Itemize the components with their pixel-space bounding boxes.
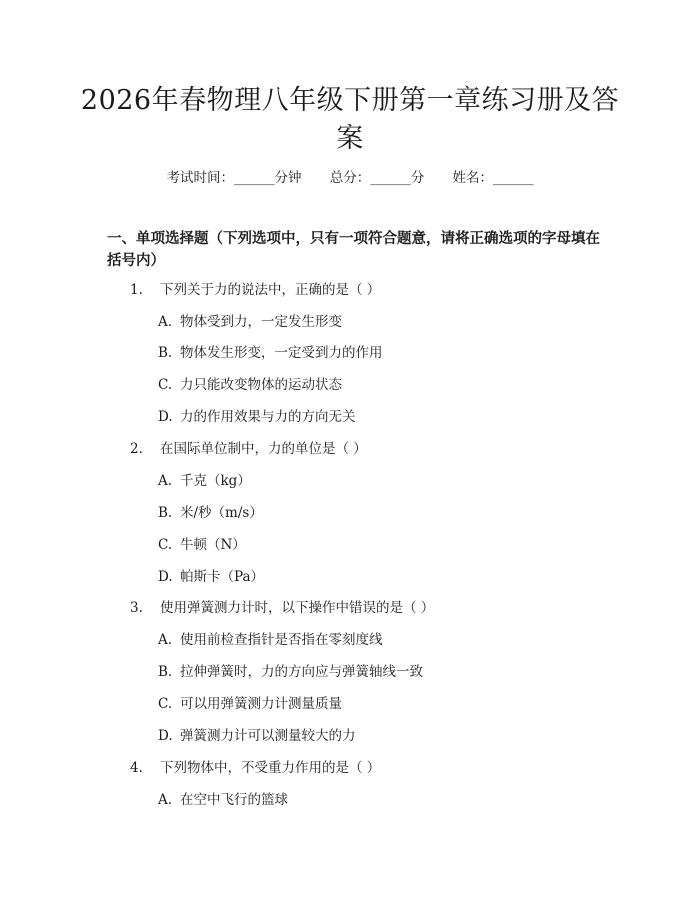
option-letter: C. bbox=[158, 537, 173, 553]
option-text: 在空中飞行的篮球 bbox=[180, 792, 288, 808]
question-3-option-d bbox=[158, 726, 356, 746]
question-text: 在国际单位制中，力的单位是（ ） bbox=[160, 441, 367, 457]
option-text: 可以用弹簧测力计测量质量 bbox=[180, 696, 342, 712]
option-letter: B. bbox=[158, 345, 173, 361]
option-letter: C. bbox=[158, 377, 173, 393]
option-letter: D. bbox=[158, 569, 173, 585]
question-text: 下列关于力的说法中，正确的是（ ） bbox=[160, 282, 381, 298]
option-text: 拉伸弹簧时，力的方向应与弹簧轴线一致 bbox=[180, 664, 423, 680]
question-1-option-c bbox=[158, 375, 342, 395]
option-text: 物体发生形变，一定受到力的作用 bbox=[180, 345, 383, 361]
option-text: 力只能改变物体的运动状态 bbox=[180, 377, 342, 393]
question-4 bbox=[130, 758, 380, 778]
option-text: 物体受到力，一定发生形变 bbox=[180, 314, 342, 330]
question-2-option-c bbox=[158, 535, 246, 555]
option-text: 千克（kg） bbox=[180, 473, 251, 489]
question-text: 使用弹簧测力计时，以下操作中错误的是（ ） bbox=[160, 600, 435, 616]
option-letter: D. bbox=[158, 728, 173, 744]
question-1 bbox=[130, 280, 380, 300]
option-letter: C. bbox=[158, 696, 173, 712]
question-2-option-b bbox=[158, 503, 263, 523]
option-letter: A. bbox=[158, 473, 173, 489]
section-heading: 一、单项选择题（下列选项中，只有一项符合题意，请将正确选项的字母填在括号内） bbox=[107, 231, 600, 269]
question-1-option-d bbox=[158, 407, 356, 427]
option-letter: D. bbox=[158, 409, 173, 425]
question-2-option-d bbox=[158, 567, 264, 587]
option-letter: A. bbox=[158, 632, 173, 648]
option-text: 帕斯卡（Pa） bbox=[180, 569, 265, 585]
question-number: 1. bbox=[130, 282, 143, 298]
question-3-option-b bbox=[158, 662, 423, 682]
question-2 bbox=[130, 439, 367, 459]
option-letter: B. bbox=[158, 664, 173, 680]
question-3-option-a bbox=[158, 630, 383, 650]
exam-time-field: 考试时间：______分钟 bbox=[166, 170, 302, 186]
option-letter: A. bbox=[158, 792, 173, 808]
option-text: 米/秒（m/s） bbox=[180, 505, 263, 521]
question-1-option-b bbox=[158, 343, 383, 363]
option-letter: A. bbox=[158, 314, 173, 330]
question-text: 下列物体中，不受重力作用的是（ ） bbox=[160, 760, 381, 776]
question-number: 2. bbox=[130, 441, 143, 457]
student-name-field: 姓名：______ bbox=[452, 170, 534, 186]
question-2-option-a bbox=[158, 471, 251, 491]
option-text: 力的作用效果与力的方向无关 bbox=[180, 409, 356, 425]
question-4-option-a bbox=[158, 790, 288, 810]
question-1-option-a bbox=[158, 312, 342, 332]
document-title: 2026年春物理八年级下册第一章练习册及答案 bbox=[80, 85, 620, 154]
option-letter: B. bbox=[158, 505, 173, 521]
question-number: 3. bbox=[130, 600, 143, 616]
option-text: 使用前检查指针是否指在零刻度线 bbox=[180, 632, 383, 648]
question-3 bbox=[130, 598, 434, 618]
question-number: 4. bbox=[130, 760, 143, 776]
exam-meta-line bbox=[0, 168, 700, 188]
question-3-option-c bbox=[158, 694, 342, 714]
option-text: 弹簧测力计可以测量较大的力 bbox=[180, 728, 356, 744]
option-text: 牛顿（N） bbox=[180, 537, 246, 553]
total-score-field: 总分：______分 bbox=[329, 170, 425, 186]
